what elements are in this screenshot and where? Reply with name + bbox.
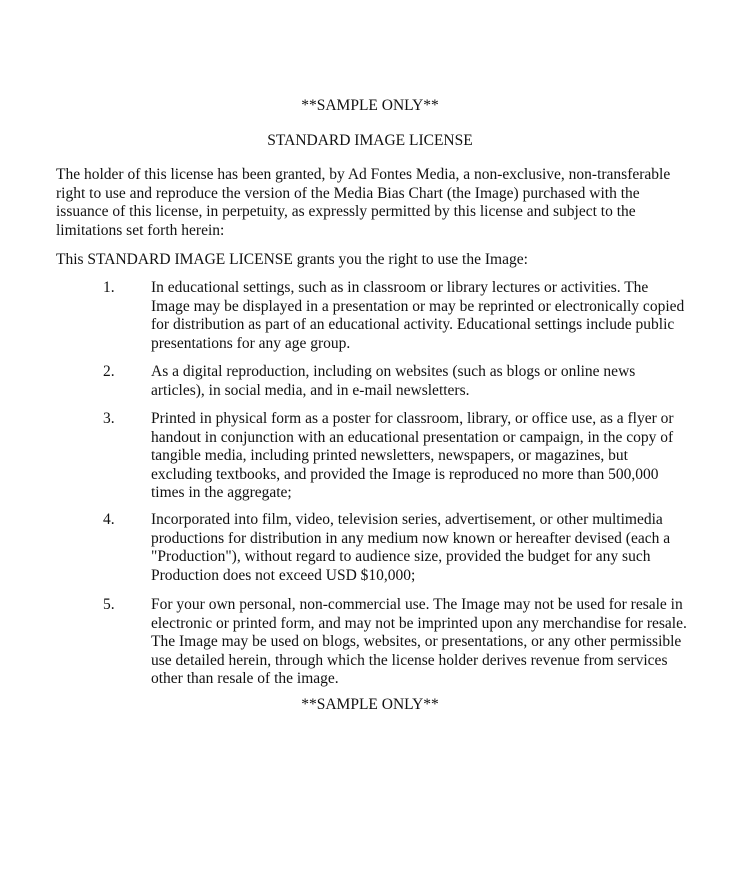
list-item-text: Printed in physical form as a poster for classroom, library, or office use, as a flyer or handout in conjunction with an educational presentation or campaign, in the copy of tangible media, including printed newsletters, newspapers, or magazines, but excluding textbooks, and provided the Image is reproduced no more than 500,000 times in the aggregate; — [151, 410, 674, 502]
sample-watermark-top: **SAMPLE ONLY** — [301, 97, 439, 114]
sample-watermark-bottom: **SAMPLE ONLY** — [301, 696, 439, 713]
document-title: STANDARD IMAGE LICENSE — [267, 132, 473, 149]
list-item-number: 4. — [103, 511, 115, 528]
list-item-text: In educational settings, such as in classroom or library lectures or activities. The Image may be displayed in a presentation or may be reprinted or electronically copied for distribution as part of an educational activity. Educational settings include public presentations for any age group. — [151, 279, 685, 352]
list-item-text: Incorporated into film, video, television series, advertisement, or other multimedia productions for distribution in any medium now known or hereafter devised (each a "Production"), without regard to audience size, provided the budget for any such Production does not exceed USD $10,000; — [151, 511, 671, 584]
list-item-number: 3. — [103, 410, 115, 427]
list-item-number: 5. — [103, 596, 115, 613]
list-item-number: 2. — [103, 363, 115, 380]
grant-statement: This STANDARD IMAGE LICENSE grants you the right to use the Image: — [56, 251, 528, 268]
list-item-text: As a digital reproduction, including on websites (such as blogs or online news articles), in social media, and in e-mail newsletters. — [151, 363, 636, 399]
list-item-number: 1. — [103, 279, 115, 296]
list-item-text: For your own personal, non-commercial use. The Image may not be used for resale in electronic or printed form, and may not be imprinted upon any merchandise for resale. The Image may be used on blogs, websites, or presentations, or any other permissible use detailed herein, through which the license holder derives revenue from services other than resale of the image. — [151, 596, 687, 688]
intro-paragraph: The holder of this license has been granted, by Ad Fontes Media, a non-exclusive, non-transferable right to use and reproduce the version of the Media Bias Chart (the Image) purchased with the issuance of this license, in perpetuity, as expressly permitted by this license and subject to the limitations set forth herein: — [56, 166, 671, 239]
